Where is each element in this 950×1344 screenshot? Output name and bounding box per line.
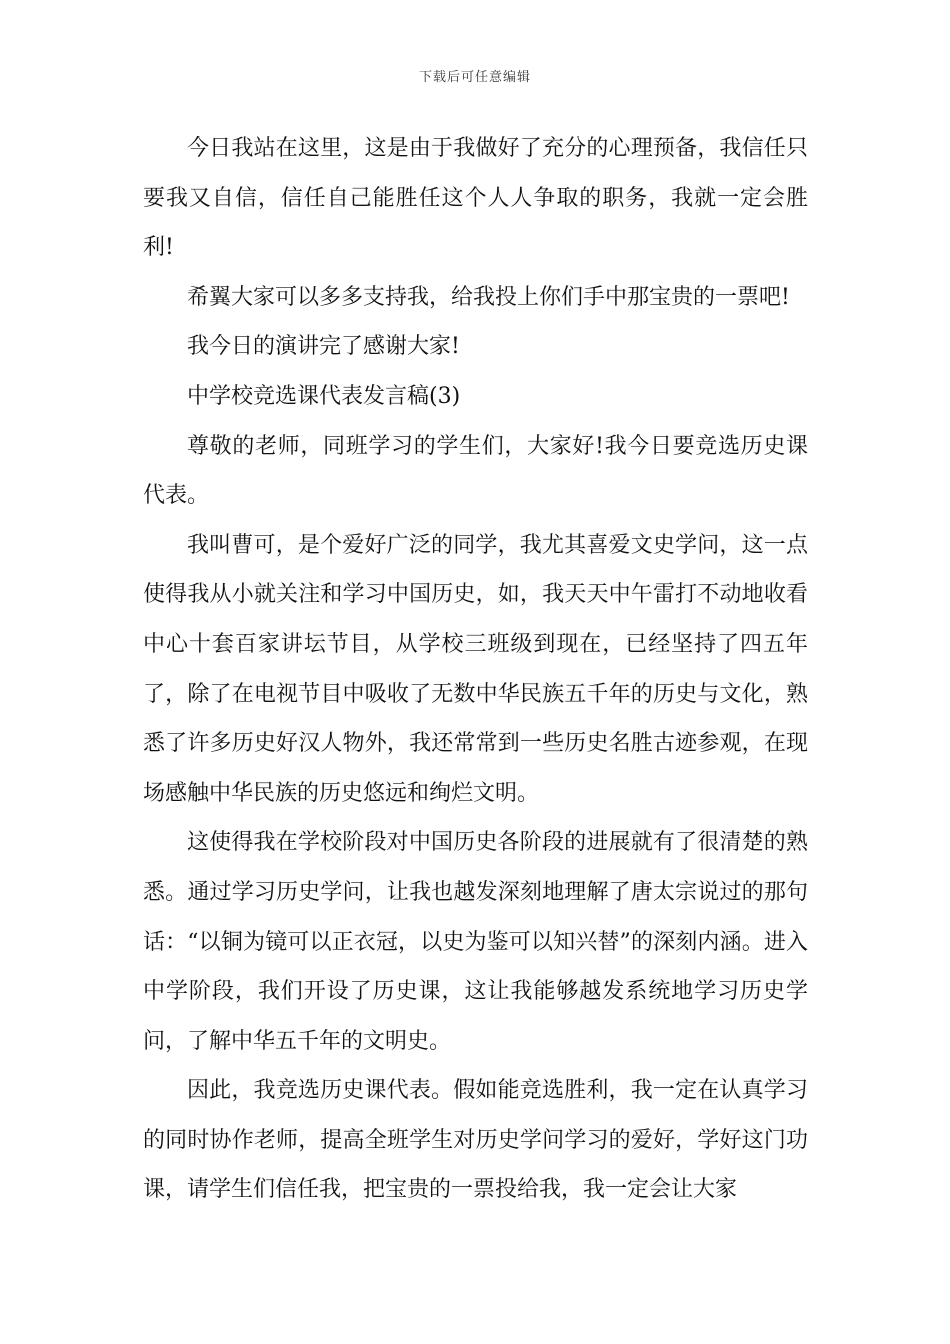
document-body	[143, 124, 808, 1215]
paragraph-self-introduction: 我叫曹可，是个爱好广泛的同学，我尤其喜爱文史学问，这一点使得我从小就关注和学习中国历史，如，我天天中午雷打不动地收看中心十套百家讲坛节目，从学校三班级到现在，已经坚持了四五年了，除了在电视节目中吸收了无数中华民族五千年的历史与文化，熟悉了许多历史好汉人物外，我还常常到一些历史名胜古迹参观，在现场感触中华民族的历史悠远和绚烂文明。	[143, 532, 808, 806]
paragraph-thanks: 我今日的演讲完了感谢大家!	[187, 334, 460, 360]
section-heading: 中学校竞选课代表发言稿(3)	[187, 383, 461, 409]
paragraph-conclusion: 因此，我竞选历史课代表。假如能竞选胜利，我一定在认真学习的同时协作老师，提高全班学生对历史学问学习的爱好，学好这门功课，请学生们信任我，把宝贵的一票投给我，我一定会让大家	[143, 1078, 808, 1203]
paragraph-confidence: 今日我站在这里，这是由于我做好了充分的心理预备，我信任只要我又自信，信任自己能胜任这个人人争取的职务，我就一定会胜利!	[143, 136, 808, 261]
page-header: 下载后可任意编辑	[418, 70, 531, 85]
paragraph-understanding: 这使得我在学校阶段对中国历史各阶段的进展就有了很清楚的熟悉。通过学习历史学问，让我也越发深刻地理解了唐太宗说过的那句话：“以铜为镜可以正衣冠，以史为鉴可以知兴替”的深刻内涵。进入中学阶段，我们开设了历史课，这让我能够越发系统地学习历史学问，了解中华五千年的文明史。	[143, 830, 808, 1054]
paragraph-support-request: 希翼大家可以多多支持我，给我投上你们手中那宝贵的一票吧!	[187, 284, 790, 310]
paragraph-greeting: 尊敬的老师，同班学习的学生们，大家好!我今日要竞选历史课代表。	[143, 433, 808, 509]
